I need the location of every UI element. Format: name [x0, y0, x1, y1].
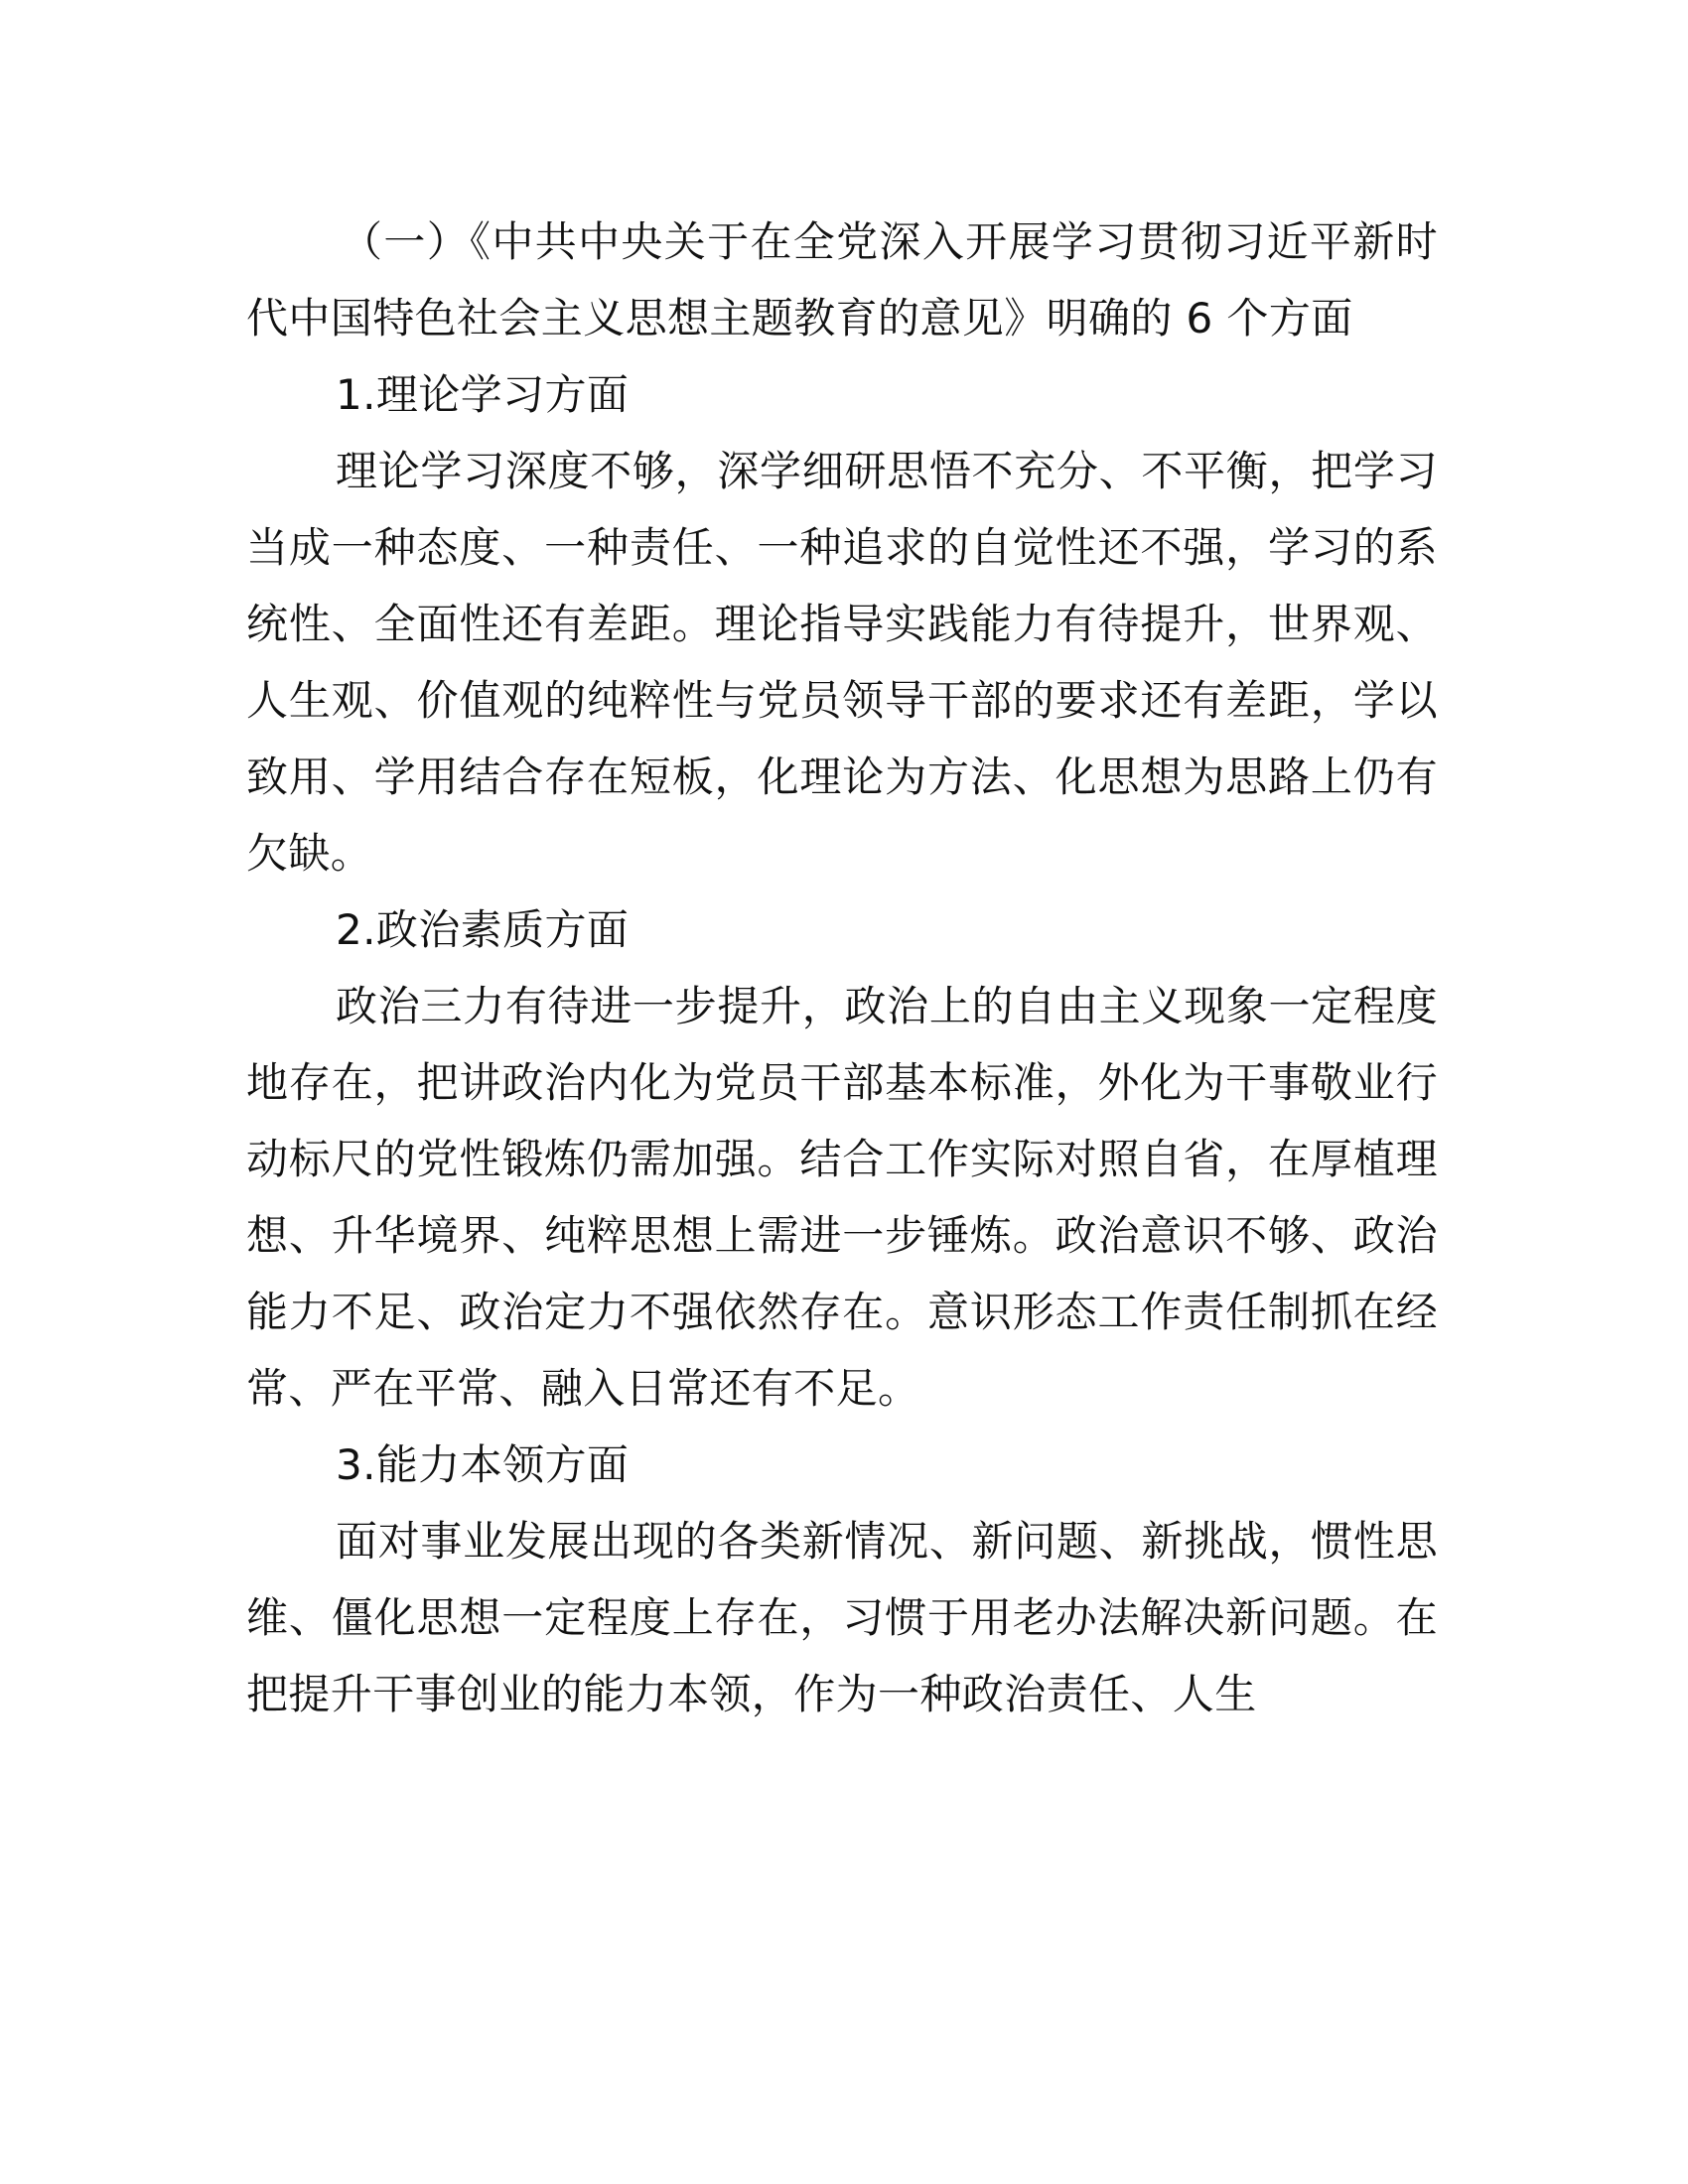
section-body-politics: 政治三力有待进一步提升，政治上的自由主义现象一定程度地存在，把讲政治内化为党员干部基本标准，外化为干事敬业行动标尺的党性锻炼仍需加强。结合工作实际对照自省，在厚植理想、升华境界、纯粹思想上需进一步锤炼。政治意识不够、政治能力不足、政治定力不强依然存在。意识形态工作责任制抓在经常、严在平常、融入日常还有不足。: [246, 982, 1438, 1413]
section-heading-politics: 2.政治素质方面: [336, 905, 630, 954]
section-title: （一）《中共中央关于在全党深入开展学习贯彻习近平新时代中国特色社会主义思想主题教育的意见》明确的 6 个方面: [246, 217, 1438, 342]
section-heading-theory: 1.理论学习方面: [336, 370, 630, 419]
section-body-theory: 理论学习深度不够，深学细研思悟不充分、不平衡，把学习当成一种态度、一种责任、一种追求的自觉性还不强，学习的系统性、全面性还有差距。理论指导实践能力有待提升，世界观、人生观、价值观的纯粹性与党员领导干部的要求还有差距，学以致用、学用结合存在短板，化理论为方法、化思想为思路上仍有欠缺。: [246, 447, 1438, 878]
section-body-ability: 面对事业发展出现的各类新情况、新问题、新挑战，惯性思维、僵化思想一定程度上存在，习惯于用老办法解决新问题。在把提升干事创业的能力本领，作为一种政治责任、人生: [246, 1517, 1438, 1718]
section-heading-ability: 3.能力本领方面: [336, 1440, 630, 1489]
document-page: [246, 204, 1438, 1732]
